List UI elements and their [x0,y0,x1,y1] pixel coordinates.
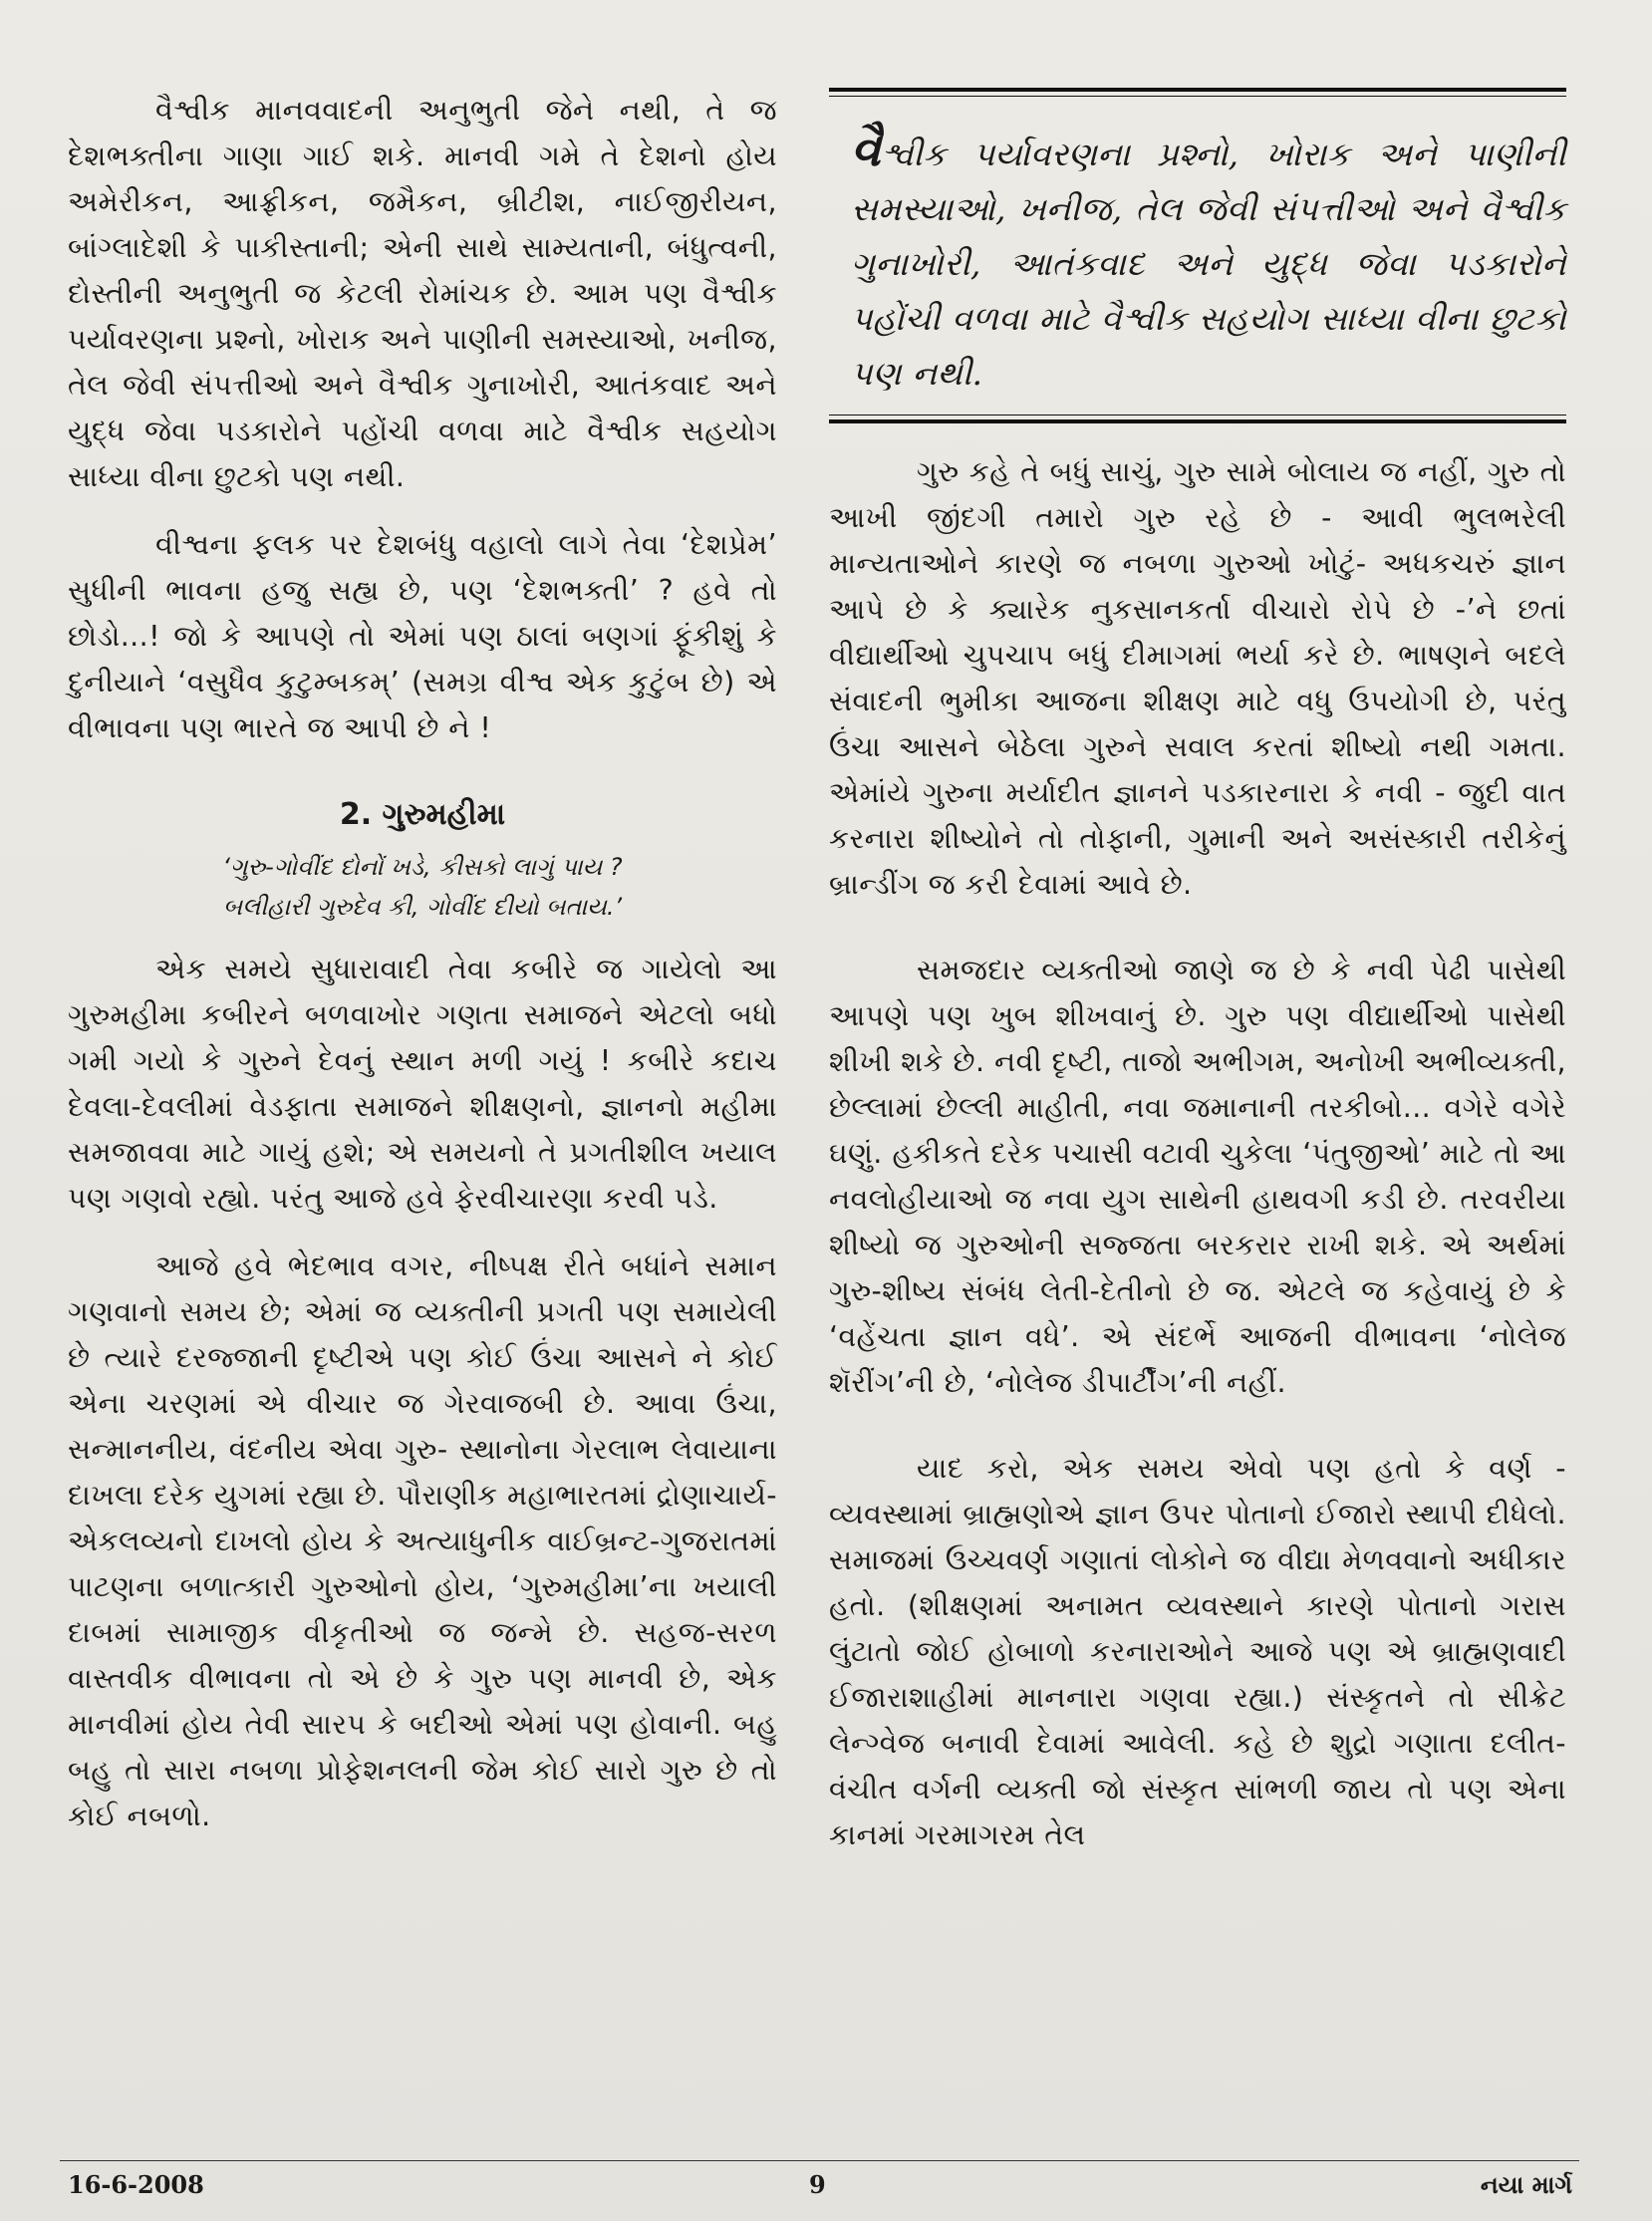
left-paragraph-3: એક સમયે સુધારાવાદી તેવા કબીરે જ ગાયેલો આ ગુરુમહીમા કબીરને બળવાખોર ગણતા સમાજને એટલો બધો ગમી ગયો કે ગુરુને દેવનું સ્થાન મળી ગયું ! કબીરે કદાચ દેવલા-દેવલીમાં વેડફાતા સમાજને શીક્ષણનો, જ્ઞાનનો મહીમા સમજાવવા માટે ગાયું હશે; એ સમયનો તે પ્રગતીશીલ ખયાલ પણ ગણવો રહ્યો. પરંતુ આજે હવે ફેરવીચારણા કરવી પડે. [68,953,778,1215]
left-paragraph-4: આજે હવે ભેદભાવ વગર, નીષ્પક્ષ રીતે બધાંને સમાન ગણવાનો સમય છે; એમાં જ વ્યક્તીની પ્રગતી પણ સમાયેલી છે ત્યારે દરજ્જાની દૃષ્ટીએ પણ કોઈ ઉંચા આસને ને કોઈ એના ચરણમાં એ વીચાર જ ગેરવાજબી છે. આવા ઉંચા, સન્માનનીય, વંદનીય એવા ગુરુ- સ્થાનોના ગેરલાભ લેવાયાના દાખલા દરેક યુગમાં રહ્યા છે. પૌરાણીક મહાભારતમાં દ્રોણાચાર્ય-એકલવ્યનો દાખલો હોય કે અત્યાધુનીક વાઈબ્રન્ટ-ગુજરાતમાં પાટણના બળાત્કારી ગુરુઓનો હોય, ‘ગુરુમહીમા’ના ખયાલી દાબમાં સામાજીક વીકૃતીઓ જ જન્મે છે. સહજ-સરળ વાસ્તવીક વીભાવના તો એ છે કે ગુરુ પણ માનવી છે, એક માનવીમાં હોય તેવી સારપ કે બદીઓ એમાં પણ હોવાની. બહુ બહુ તો સારા નબળા પ્રોફેશનલની જેમ કોઈ સારો ગુરુ છે તો કોઈ નબળો. [68,1249,777,1832]
right-paragraph-2: સમજદાર વ્યક્તીઓ જાણે જ છે કે નવી પેઢી પાસેથી આપણે પણ ખુબ શીખવાનું છે. ગુરુ પણ વીદ્યાર્થીઓ પાસેથી શીખી શકે છે. નવી દૃષ્ટી, તાજો અભીગમ, અનોખી અભીવ્યક્તી, છેલ્લામાં છેલ્લી માહીતી, નવા જમાનાની તરકીબો... વગેરે વગેરે ઘણું. હકીકતે દરેક પચાસી વટાવી ચુકેલા ‘પંતુજીઓ’ માટે તો આ નવલોહીયાઓ જ નવા યુગ સાથેની હાથવગી કડી છે. તરવરીયા શીષ્યો જ ગુરુઓની સજ્જતા બરકરાર રાખી શકે. એ અર્થમાં ગુરુ-શીષ્ય સંબંધ લેતી-દેતીનો છે જ. એટલે જ કહેવાયું છે કે ‘વહેંચતા જ્ઞાન વધે’. એ સંદર્ભે આજની વીભાવના ‘નોલેજ શૅરીંગ’ની છે, ‘નોલેજ ડીપાર્ટીંગ’ની નહીં. [829,954,1566,1399]
right-column [829,88,1566,1858]
right-paragraph-3: યાદ કરો, એક સમય એવો પણ હતો કે વર્ણ - વ્યવસ્થામાં બ્રાહ્મણોએ જ્ઞાન ઉપર પોતાનો ઈજારો સ્થાપી દીધેલો. સમાજમાં ઉચ્ચવર્ણ ગણાતાં લોકોને જ વીદ્યા મેળવવાનો અધીકાર હતો. (શીક્ષણમાં અનામત વ્યવસ્થાને કારણે પોતાનો ગરાસ લુંટાતો જોઈ હોબાળો કરનારાઓને આજે પણ એ બ્રાહ્મણવાદી ઈજારાશાહીમાં માનનારા ગણવા રહ્યા.) સંસ્કૃતને તો સીક્રેટ લેન્ગ્વેજ બનાવી દેવામાં આવેલી. કહે છે શુદ્રો ગણાતા દલીત-વંચીત વર્ગની વ્યક્તી જો સંસ્કૃત સાંભળી જાય તો પણ એના કાનમાં ગરમાગરમ તેલ [829,1452,1566,1851]
footer-rule [60,2160,1579,2161]
page-footer [0,2168,1652,2208]
pull-quote-top-rule [829,88,1566,97]
pull-quote-dropcap: વૈ [851,122,882,177]
left-paragraph-1: વૈશ્વીક માનવવાદની અનુભુતી જેને નથી, તે જ દેશભક્તીના ગાણા ગાઈ શકે. માનવી ગમે તે દેશનો હોય અમેરીકન, આફ્રીકન, જમૈકન, બ્રીટીશ, નાઈજીરીયન, બાંગ્લાદેશી કે પાકીસ્તાની; એની સાથે સામ્યતાની, બંધુત્વની, દોસ્તીની અનુભુતી જ કેટલી રોમાંચક છે. આમ પણ વૈશ્વીક પર્યાવરણના પ્રશ્નો, ખોરાક અને પાણીની સમસ્યાઓ, ખનીજ, તેલ જેવી સંપત્તીઓ અને વૈશ્વીક ગુનાખોરી, આતંકવાદ અને યુદ્ધ જેવા પડકારોને પહોંચી વળવા માટે વૈશ્વીક સહયોગ સાધ્યા વીના છુટકો પણ નથી. [68,94,777,493]
left-column [68,88,777,1839]
pull-quote-box [829,88,1566,423]
pull-quote [829,122,1566,401]
section-heading: 2. ગુરુમહીમા [339,797,506,832]
left-paragraph-2: વીશ્વના ફલક પર દેશબંધુ વહાલો લાગે તેવા ‘દેશપ્રેમ’ સુધીની ભાવના હજુ સહ્ય છે, પણ ‘દેશભક્તી’ ? હવે તો છોડો...! જો કે આપણે તો એમાં પણ ઠાલાં બણગાં ફૂંકીશું કે દુનીયાને ‘વસુધૈવ કુટુમ્બકમ્’ (સમગ્ર વીશ્વ એક કુટુંબ છે) એ વીભાવના પણ ભારતે જ આપી છે ને ! [68,528,777,744]
right-paragraph-1: ગુરુ કહે તે બધું સાચું, ગુરુ સામે બોલાય જ નહીં, ગુરુ તો આખી જીંદગી તમારો ગુરુ રહે છે - આવી ભુલભરેલી માન્યતાઓને કારણે જ નબળા ગુરુઓ ખોટું- અધકચરું જ્ઞાન આપે છે કે ક્યારેક નુકસાનકર્તા વીચારો રોપે છે -’ને છતાં વીદ્યાર્થીઓ ચુપચાપ બધું દીમાગમાં ભર્યા કરે છે. ભાષણને બદલે સંવાદની ભુમીકા આજના શીક્ષણ માટે વધુ ઉપયોગી છે, પરંતુ ઉંચા આસને બેઠેલા ગુરુને સવાલ કરતાં શીષ્યો નથી ગમતા. એમાંયે ગુરુના મર્યાદીત જ્ઞાનને પડકારનારા કે નવી - જુદી વાત કરનારા શીષ્યોને તો તોફાની, ગુમાની અને અસંસ્કારી તરીકેનું બ્રાન્ડીંગ જ કરી દેવામાં આવે છે. [829,455,1566,901]
magazine-name: નયા માર્ગ [1480,2170,1572,2199]
couplet-quote [68,847,777,927]
page-number: 9 [809,2170,826,2199]
couplet-line-1: ‘ગુરુ-ગોવીંદ દોનોં ખડે, કીસકો લાગું પાય ? [222,853,623,881]
couplet-line-2: બલીહારી ગુરુદેવ કી, ગોવીંદ દીયો બતાય.’ [222,893,623,921]
footer-date: 16-6-2008 [68,2170,204,2199]
pull-quote-text: શ્વીક પર્યાવરણના પ્રશ્નો, ખોરાક અને પાણીની સમસ્યાઓ, ખનીજ, તેલ જેવી સંપત્તીઓ અને વૈશ્વીક ગુનાખોરી, આતંકવાદ અને યુદ્ધ જેવા પડકારોને પહોંચી વળવા માટે વૈશ્વીક સહયોગ સાધ્યા વીના છુટકો પણ નથી. [851,135,1566,393]
pull-quote-bottom-rule [829,415,1566,423]
